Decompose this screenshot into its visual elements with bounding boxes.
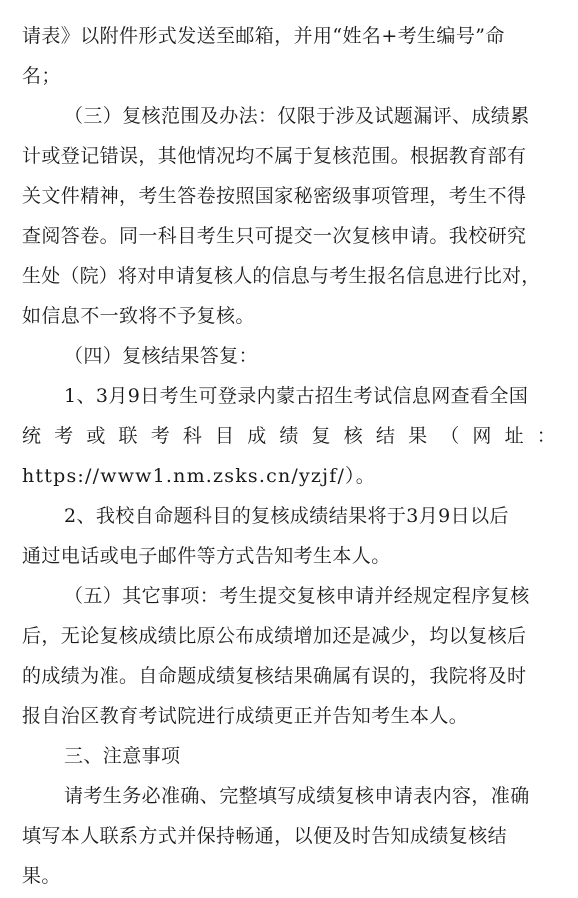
char: 或 (86, 425, 106, 447)
text-line: 关文件精神，考生答卷按照国家秘密级事项管理，考生不得 (22, 185, 527, 207)
char: 成 (247, 425, 267, 447)
text-line: 报自治区教育考试院进行成绩更正并告知考生本人。 (22, 705, 469, 727)
text-line: 查阅答卷。同一科目考生只可提交一次复核申请。我校研究 (22, 225, 527, 247)
char: 结 (375, 425, 395, 447)
char: ： (536, 425, 556, 447)
text-line: 后，无论复核成绩比原公布成绩增加还是减少，均以复核后 (22, 625, 527, 647)
char: 核 (343, 425, 363, 447)
text-line: 1、3月9日考生可登录内蒙古招生考试信息网查看全国 (64, 385, 529, 407)
text-line: 填写本人联系方式并保持畅通，以便及时告知成绩复核结 (22, 825, 508, 847)
text-line: 生处（院）将对申请复核人的信息与考生报名信息进行比对， (22, 265, 541, 287)
char: 考 (150, 425, 170, 447)
char: 科 (182, 425, 202, 447)
section-heading-reply: （四）复核结果答复： (64, 345, 259, 367)
char: 果 (408, 425, 428, 447)
url-line: https://www1.nm.zsks.cn/yzjf/）。 (22, 465, 376, 487)
text-line: 果。 (22, 865, 61, 887)
char: 复 (311, 425, 331, 447)
text-line: 请考生务必准确、完整填写成绩复核申请表内容，准确 (64, 785, 530, 807)
char: 目 (215, 425, 235, 447)
char: 联 (118, 425, 138, 447)
char: 统 (22, 425, 42, 447)
char: 绩 (279, 425, 299, 447)
justified-line (22, 414, 556, 458)
section-heading-other: （五）其它事项：考生提交复核申请并经规定程序复核 (64, 585, 530, 607)
char: （ (440, 425, 460, 447)
section-heading-notes: 三、注意事项 (64, 745, 181, 767)
section-heading-scope: （三）复核范围及办法：仅限于涉及试题漏评、成绩累 (64, 105, 530, 127)
text-line: 名； (22, 65, 61, 87)
text-line: 请表》以附件形式发送至邮箱，并用“姓名+考生编号”命 (22, 25, 505, 47)
text-line: 如信息不一致将不予复核。 (22, 305, 255, 327)
text-line: 通过电话或电子邮件等方式告知考生本人。 (22, 545, 391, 567)
char: 网 (472, 425, 492, 447)
text-line: 2、我校自命题科目的复核成绩结果将于3月9日以后 (64, 505, 509, 527)
char: 址 (504, 425, 524, 447)
char: 考 (54, 425, 74, 447)
text-line: 的成绩为准。自命题成绩复核结果确属有误的，我院将及时 (22, 665, 527, 687)
text-line: 计或登记错误，其他情况均不属于复核范围。根据教育部有 (22, 145, 527, 167)
